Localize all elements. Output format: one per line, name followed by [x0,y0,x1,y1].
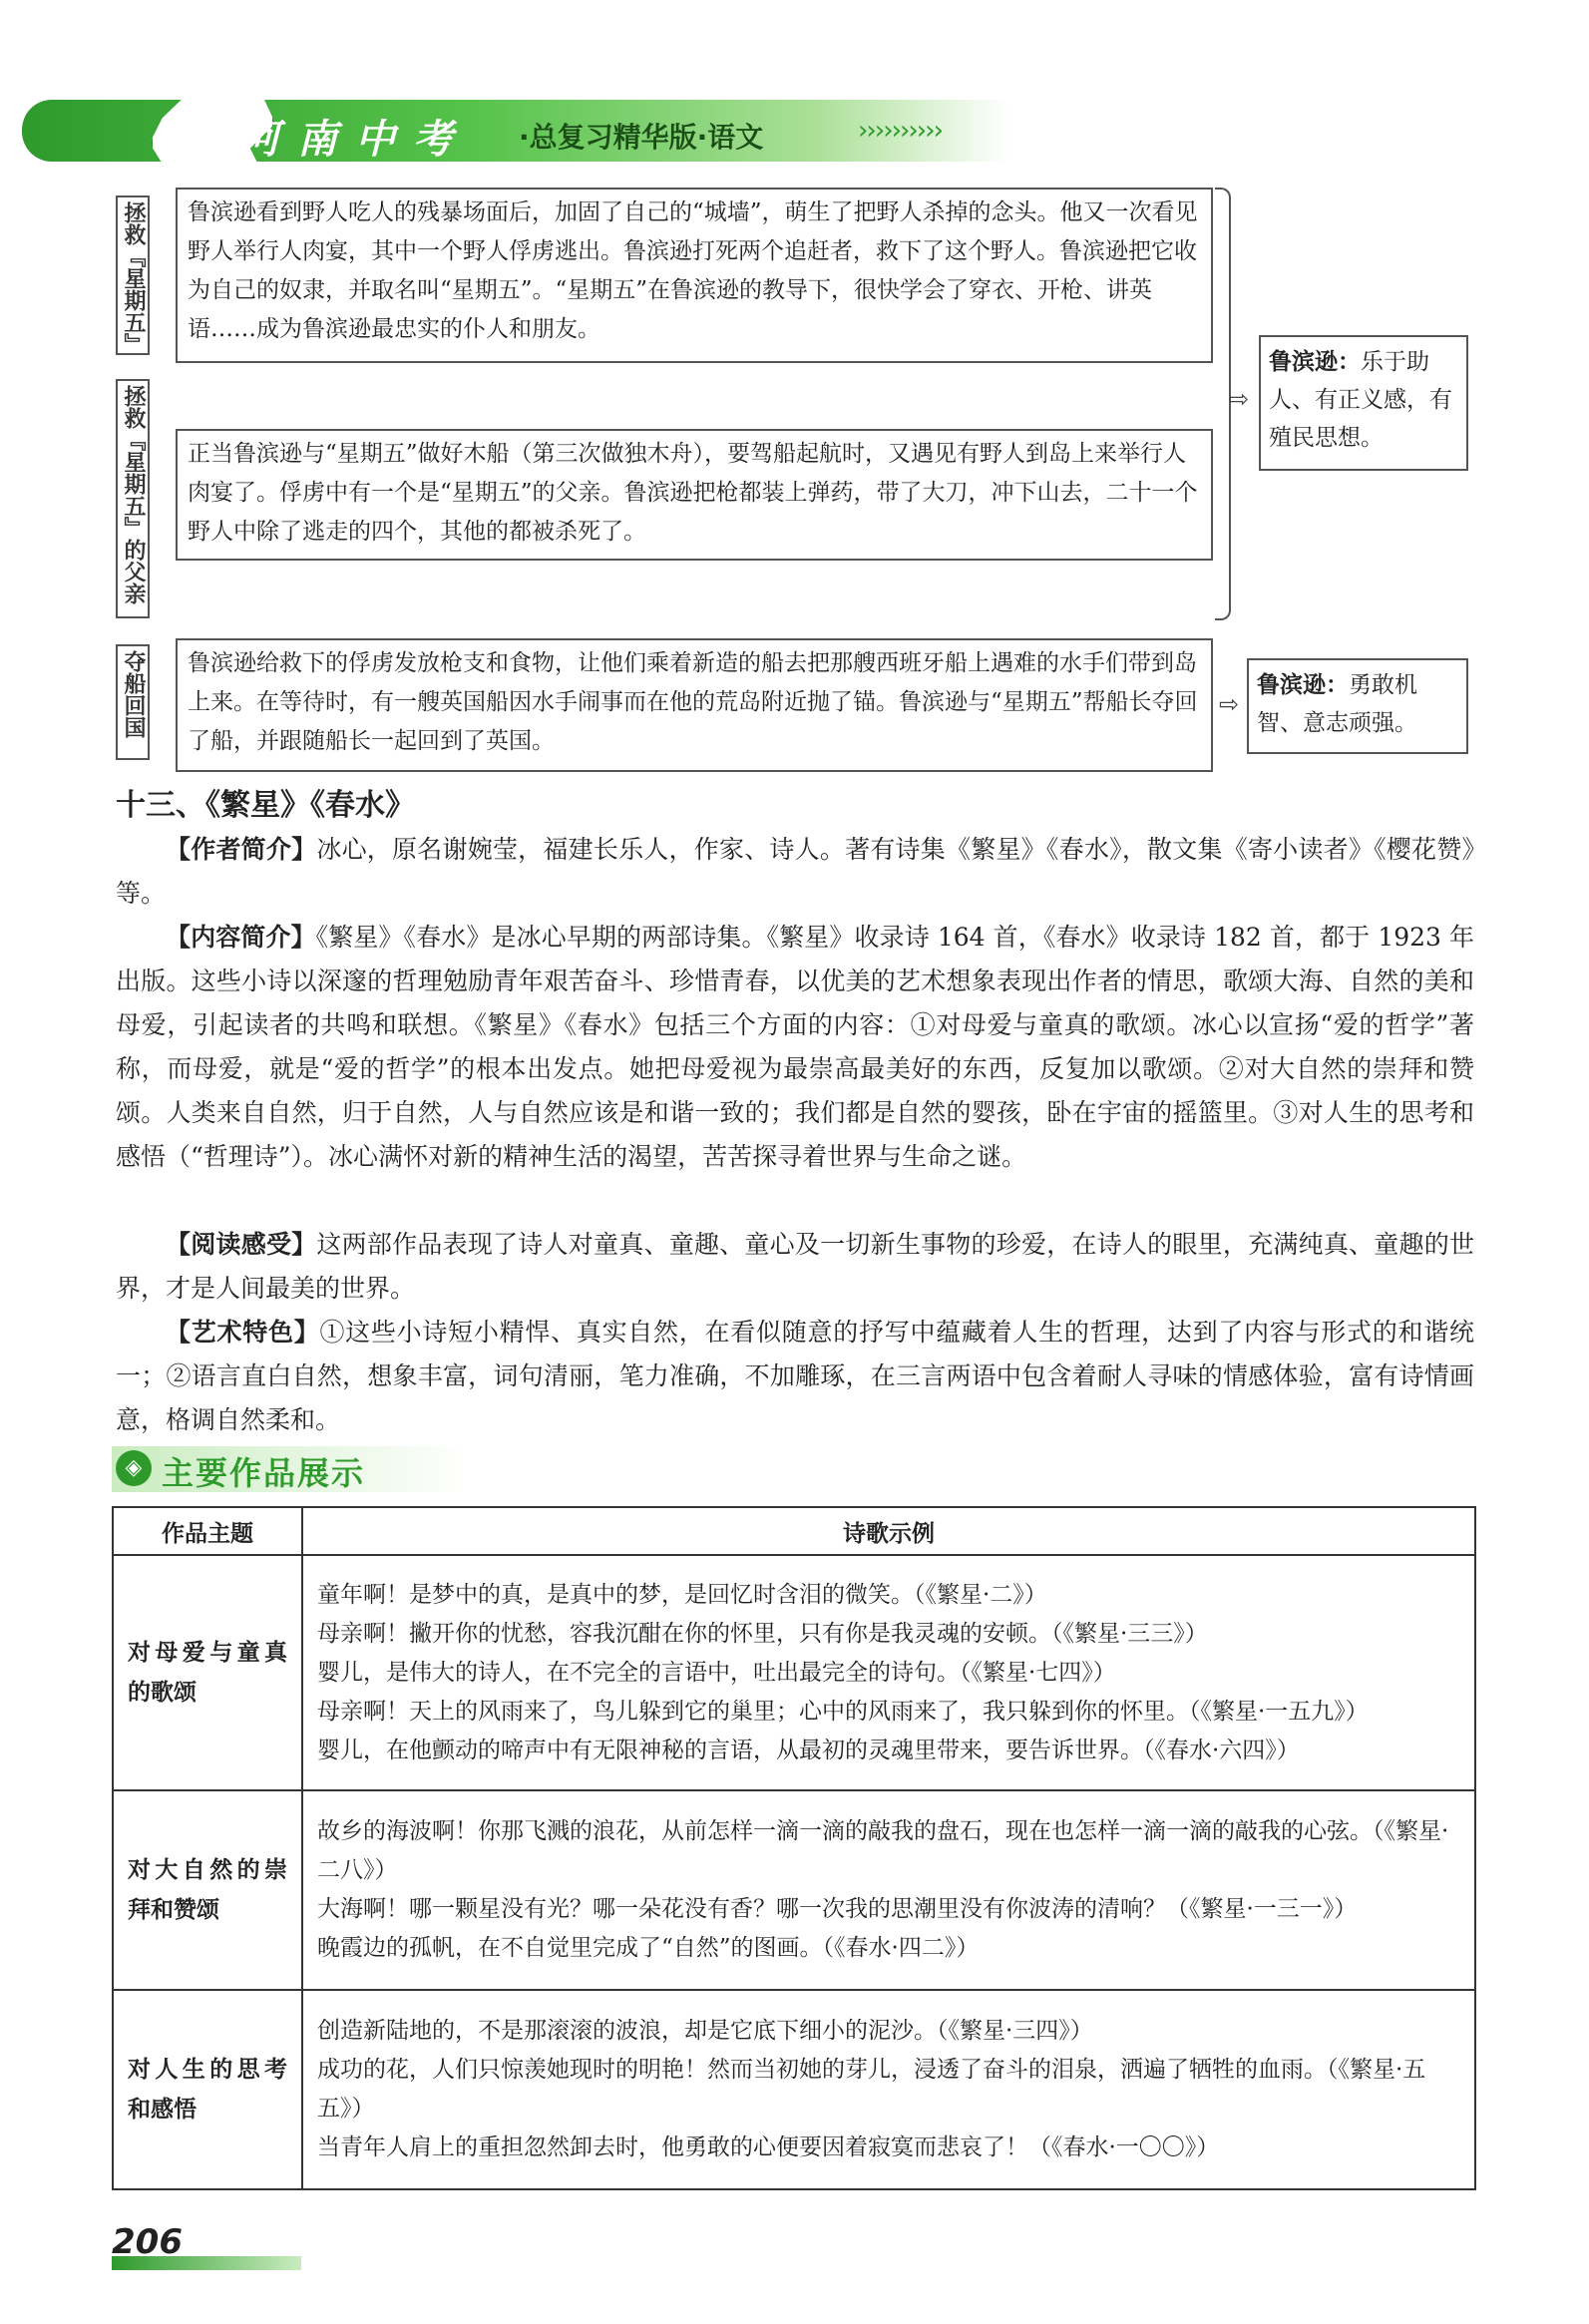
plot-label-3 [116,644,150,760]
reading-tag: 【阅读感受】 [166,1230,317,1259]
plot-label-2 [116,379,150,618]
header-theme: 作品主题 [113,1507,302,1555]
header-title: 河南中考 [239,117,471,163]
reading-text: 这两部作品表现了诗人对童真、童趣、童心及一切新生事物的珍爱，在诗人的眼里，充满纯真、童趣的世界，才是人间最美的世界。 [116,1230,1474,1303]
diamond-icon: ◈ [116,1450,152,1486]
table-row [113,1555,1475,1790]
plot-label-2-text: 拯救『星期五』的父亲 [121,385,146,604]
theme-cell: 对母爱与童真的歌颂 [113,1555,302,1790]
content-tag: 【内容简介】 [166,923,316,952]
poems-cell [302,1555,1475,1790]
character-1-name: 鲁滨逊： [1269,349,1361,375]
plot-label-1 [116,195,150,355]
poem-line: 童年啊！是梦中的真，是真中的梦，是回忆时含泪的微笑。（《繁星·二》） [317,1581,1047,1608]
plot-text-1-content: 鲁滨逊看到野人吃人的残暴场面后，加固了自己的“城墙”，萌生了把野人杀掉的念头。他又一次看见野人举行人肉宴，其中一个野人俘虏逃出。鲁滨逊打死两个追赶者，救下了这个野人。鲁滨逊把它收为自己的奴隶，并取名叫“星期五”。“星期五”在鲁滨逊的教导下，很快学会了穿衣、开枪、讲英语……成为鲁滨逊最忠实的仆人和朋友。 [188,199,1198,342]
poem-line: 母亲啊！撇开你的忧愁，容我沉酣在你的怀里，只有你是我灵魂的安顿。（《繁星·三三》） [317,1620,1208,1647]
theme-cell: 对大自然的崇拜和赞颂 [113,1790,302,1990]
theme-cell: 对人生的思考和感悟 [113,1990,302,2189]
plot-text-2 [176,429,1213,561]
poems-cell [302,1790,1475,1990]
plot-text-2-content: 正当鲁滨逊与“星期五”做好木船（第三次做独木舟），要驾船起航时，又遇见有野人到岛上来举行人肉宴了。俘虏中有一个是“星期五”的父亲。鲁滨逊把枪都装上弹药，带了大刀，冲下山去，二十一个野人中除了逃走的四个，其他的都被杀死了。 [188,441,1198,545]
arrow-icon-1: ⇨ [1229,385,1250,413]
poem-line: 婴儿，在他颤动的啼声中有无限神秘的言语，从最初的灵魂里带来，要告诉世界。（《春水·六四》） [317,1737,1300,1763]
plot-text-1 [176,188,1213,363]
art-features [116,1311,1474,1442]
showcase-title: 主要作品展示 [162,1454,366,1492]
author-tag: 【作者简介】 [166,835,317,864]
art-tag: 【艺术特色】 [166,1318,320,1347]
character-2-name: 鲁滨逊： [1257,672,1349,698]
character-box-2 [1247,658,1468,754]
plot-text-3-content: 鲁滨逊给救下的俘虏发放枪支和食物，让他们乘着新造的船去把那艘西班牙船上遇难的水手们带到岛上来。在等待时，有一艘英国船因水手闹事而在他的荒岛附近抛了锚。鲁滨逊与“星期五”帮船长夺回了船，并跟随船长一起回到了英国。 [188,650,1198,754]
arrow-icon-2: ⇨ [1219,690,1240,718]
poem-line: 母亲啊！天上的风雨来了，鸟儿躲到它的巢里；心中的风雨来了，我只躲到你的怀里。（《繁星·一五九》） [317,1698,1369,1725]
header-subtitle: ·总复习精华版·语文 [519,121,764,154]
page-number: 206 [112,2222,183,2262]
reading-feeling [116,1223,1474,1311]
plot-label-1-text: 拯救『星期五』 [121,201,146,355]
poem-line: 成功的花，人们只惊羡她现时的明艳！然而当初她的芽儿，浸透了奋斗的泪泉，洒遍了牺牲的血雨。（《繁星·五五》） [317,2057,1426,2122]
table-header-row [113,1507,1475,1555]
content-intro [116,916,1474,1179]
header-examples: 诗歌示例 [302,1507,1475,1555]
poem-line: 晚霞边的孤帆，在不自觉里完成了“自然”的图画。（《春水·四二》） [317,1935,980,1961]
content-text: 《繁星》《春水》是冰心早期的两部诗集。《繁星》收录诗 164 首，《春水》收录诗 182 首，都于 1923 年出版。这些小诗以深邃的哲理勉励青年艰苦奋斗、珍惜青春，以优美的艺术想象表现出作者的情思，歌颂大海、自然的美和母爱，引起读者的共鸣和联想。《繁星》《春水》包括三个方面的内容：①对母爱与童真的歌颂。冰心以宣扬“爱的哲学”著称，而母爱，就是“爱的哲学”的根本出发点。她把母爱视为最崇高最美好的东西，反复加以歌颂。②对大自然的崇拜和赞颂。人类来自自然，归于自然，人与自然应该是和谐一致的；我们都是自然的婴孩，卧在宇宙的摇篮里。③对人生的思考和感悟（“哲理诗”）。冰心满怀对新的精神生活的渴望，苦苦探寻着世界与生命之谜。 [116,923,1474,1171]
works-table [112,1506,1476,2190]
poems-cell [302,1990,1475,2189]
poem-line: 当青年人肩上的重担忽然卸去时，他勇敢的心便要因着寂寞而悲哀了！（《春水·一〇〇》） [317,2134,1220,2160]
character-box-1 [1259,335,1468,471]
plot-text-3 [176,638,1213,772]
table-row [113,1990,1475,2189]
poem-line: 婴儿，是伟大的诗人，在不完全的言语中，吐出最完全的诗句。（《繁星·七四》） [317,1659,1116,1686]
section-title: 十三、《繁星》《春水》 [116,788,415,823]
character-2-traits: 勇敢机智、意志顽强。 [1257,672,1417,736]
header-arrows-icon: ›››››››››› [858,116,942,146]
character-1-traits: 乐于助人、有正义感，有殖民思想。 [1269,349,1452,451]
author-intro [116,828,1474,916]
author-text: 冰心，原名谢婉莹，福建长乐人，作家、诗人。著有诗集《繁星》《春水》，散文集《寄小读者》《樱花赞》等。 [116,835,1474,908]
plot-label-3-text: 夺船回国 [121,650,146,738]
table-row [113,1790,1475,1990]
poem-line: 大海啊！哪一颗星没有光？哪一朵花没有香？哪一次我的思潮里没有你波涛的清响？（《繁星·一三一》） [317,1896,1358,1922]
poem-line: 故乡的海波啊！你那飞溅的浪花，从前怎样一滴一滴的敲我的盘石，现在也怎样一滴一滴的敲我的心弦。（《繁星·二八》） [317,1818,1449,1883]
poem-line: 创造新陆地的，不是那滚滚的波浪，却是它底下细小的泥沙。（《繁星·三四》） [317,2018,1093,2044]
art-text: ①这些小诗短小精悍、真实自然，在看似随意的抒写中蕴藏着人生的哲理，达到了内容与形式的和谐统一；②语言直白自然，想象丰富，词句清丽，笔力准确，不加雕琢，在三言两语中包含着耐人寻味的情感体验，富有诗情画意，格调自然柔和。 [116,1318,1474,1434]
